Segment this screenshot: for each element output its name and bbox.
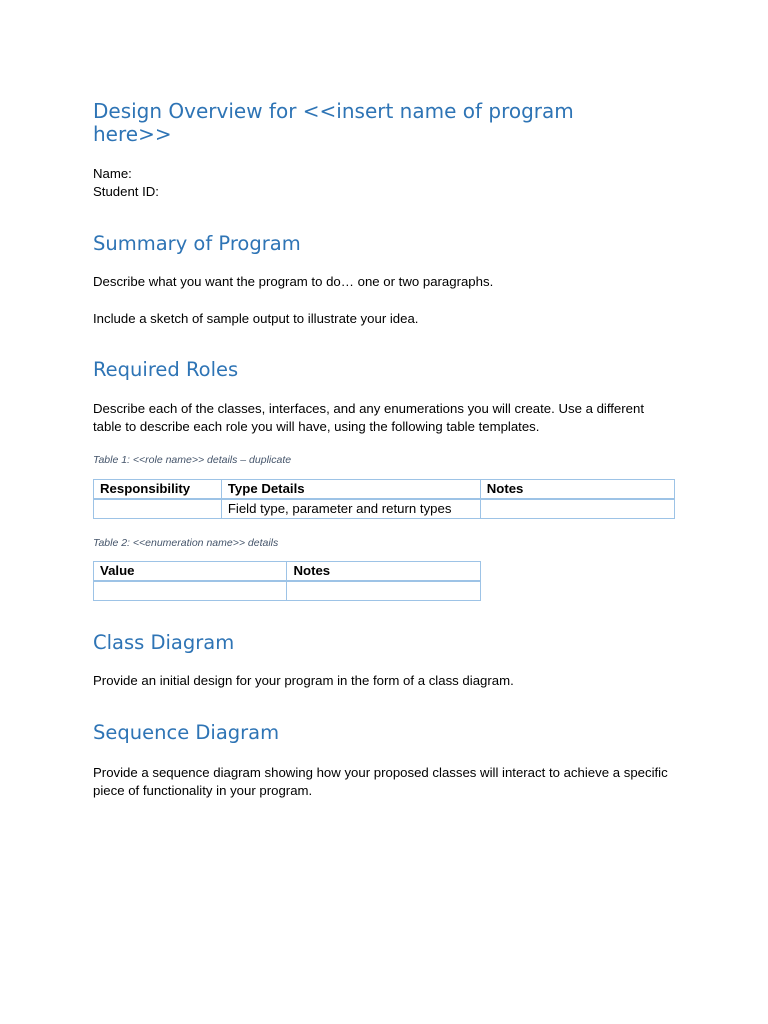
student-id-label: Student ID: [93, 184, 159, 199]
table-row [94, 499, 675, 519]
table-row [94, 581, 481, 601]
table-header-cell: Notes [480, 480, 674, 500]
sequence-diagram-heading: Sequence Diagram [93, 721, 280, 744]
class-diagram-heading: Class Diagram [93, 631, 235, 654]
summary-paragraph-2: Include a sketch of sample output to illustrate your idea. [93, 311, 419, 326]
summary-heading: Summary of Program [93, 232, 301, 255]
summary-paragraph-1: Describe what you want the program to do… one or two paragraphs. [93, 274, 494, 289]
table-header-cell: Type Details [221, 480, 480, 500]
table-header-cell: Value [94, 562, 287, 582]
table2-caption: Table 2: <<enumeration name>> details [93, 537, 279, 549]
document-title: Design Overview for <<insert name of program here>> [93, 99, 574, 146]
table-cell [287, 581, 481, 601]
table-header-cell: Notes [287, 562, 481, 582]
enumeration-details-table [93, 561, 481, 601]
table-cell [94, 499, 222, 519]
table-header-cell: Responsibility [94, 480, 222, 500]
roles-heading: Required Roles [93, 358, 239, 381]
name-label: Name: [93, 166, 132, 181]
class-diagram-paragraph: Provide an initial design for your program in the form of a class diagram. [93, 673, 514, 688]
table-cell [94, 581, 287, 601]
table1-caption: Table 1: <<role name>> details – duplicate [93, 454, 292, 466]
table-header-row [94, 562, 481, 582]
table-cell: Field type, parameter and return types [221, 499, 480, 519]
table-header-row [94, 480, 675, 500]
roles-paragraph: Describe each of the classes, interfaces, and any enumerations you will create. Use a different table to describe each role you will have, using the following table templates. [93, 401, 644, 434]
role-details-table [93, 479, 675, 519]
sequence-diagram-paragraph: Provide a sequence diagram showing how your proposed classes will interact to achieve a specific piece of functionality in your program. [93, 765, 668, 798]
table-cell [480, 499, 674, 519]
